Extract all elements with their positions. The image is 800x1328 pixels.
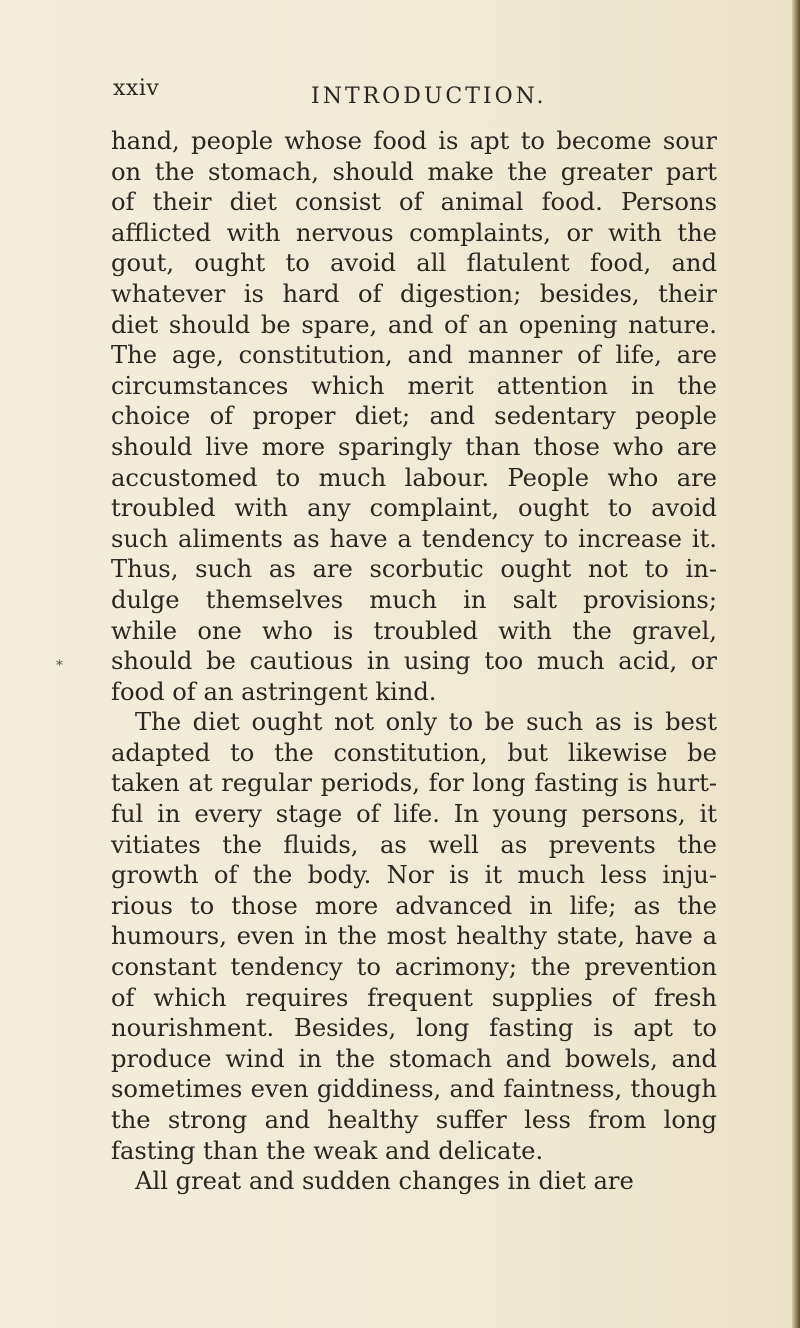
text-line: the strong and healthy suffer less from long	[111, 1106, 717, 1134]
text-line: nourishment. Besides, long fasting is apt to	[111, 1014, 717, 1043]
text-line: should live more sparingly than those who are	[111, 432, 717, 461]
text-line: The diet ought not only to be such as is best	[135, 708, 717, 737]
text-line: circumstances which merit attention in the	[111, 371, 717, 400]
text-line: constant tendency to acrimony; the prevention	[111, 953, 717, 982]
text-line: fasting than the weak and delicate.	[111, 1136, 544, 1165]
text-line: sometimes even giddiness, and faintness, though	[111, 1075, 717, 1104]
body-text	[111, 126, 717, 1197]
header-title: INTRODUCTION.	[311, 84, 547, 109]
text-line: diet should be spare, and of an opening nature.	[111, 310, 717, 339]
text-line: vitiates the fluids, as well as prevents the	[111, 830, 717, 859]
text-line: should be cautious in using too much acid, or	[111, 647, 717, 676]
text-line: The age, constitution, and manner of life, are	[111, 341, 717, 370]
text-line: choice of proper diet; and sedentary people	[111, 402, 717, 431]
margin-mark: *	[56, 658, 63, 674]
page-number: xxiv	[113, 76, 160, 101]
text-line: afflicted with nervous complaints, or with the	[111, 218, 717, 247]
text-line: ful in every stage of life. In young persons, it	[111, 800, 717, 829]
text-line: food of an astringent kind.	[111, 677, 437, 706]
running-head	[0, 70, 800, 110]
page-edge-shadow	[792, 0, 800, 1328]
text-line: hand, people whose food is apt to become sour	[111, 127, 717, 155]
text-line: growth of the body. Nor is it much less inju-	[111, 861, 717, 890]
text-line: while one who is troubled with the gravel,	[111, 616, 717, 645]
text-line: rious to those more advanced in life; as the	[111, 891, 717, 920]
text-line: whatever is hard of digestion; besides, their	[111, 279, 717, 308]
text-line: humours, even in the most healthy state, have a	[111, 922, 717, 951]
text-line: produce wind in the stomach and bowels, and	[111, 1044, 717, 1073]
text-line: such aliments as have a tendency to increase it.	[111, 524, 717, 553]
text-line: taken at regular periods, for long fasting is hurt-	[111, 769, 717, 798]
text-line: troubled with any complaint, ought to avoid	[111, 494, 717, 523]
text-line: gout, ought to avoid all flatulent food, and	[111, 249, 717, 278]
text-line: adapted to the constitution, but likewise be	[111, 738, 717, 767]
text-line: All great and sudden changes in diet are	[135, 1167, 634, 1196]
text-line: on the stomach, should make the greater part	[111, 157, 717, 186]
text-line: dulge themselves much in salt provisions;	[111, 585, 717, 614]
text-line: of their diet consist of animal food. Persons	[111, 188, 717, 217]
text-line: Thus, such as are scorbutic ought not to in-	[111, 555, 717, 584]
text-line: accustomed to much labour. People who are	[111, 463, 717, 492]
text-line: of which requires frequent supplies of fresh	[111, 983, 717, 1012]
